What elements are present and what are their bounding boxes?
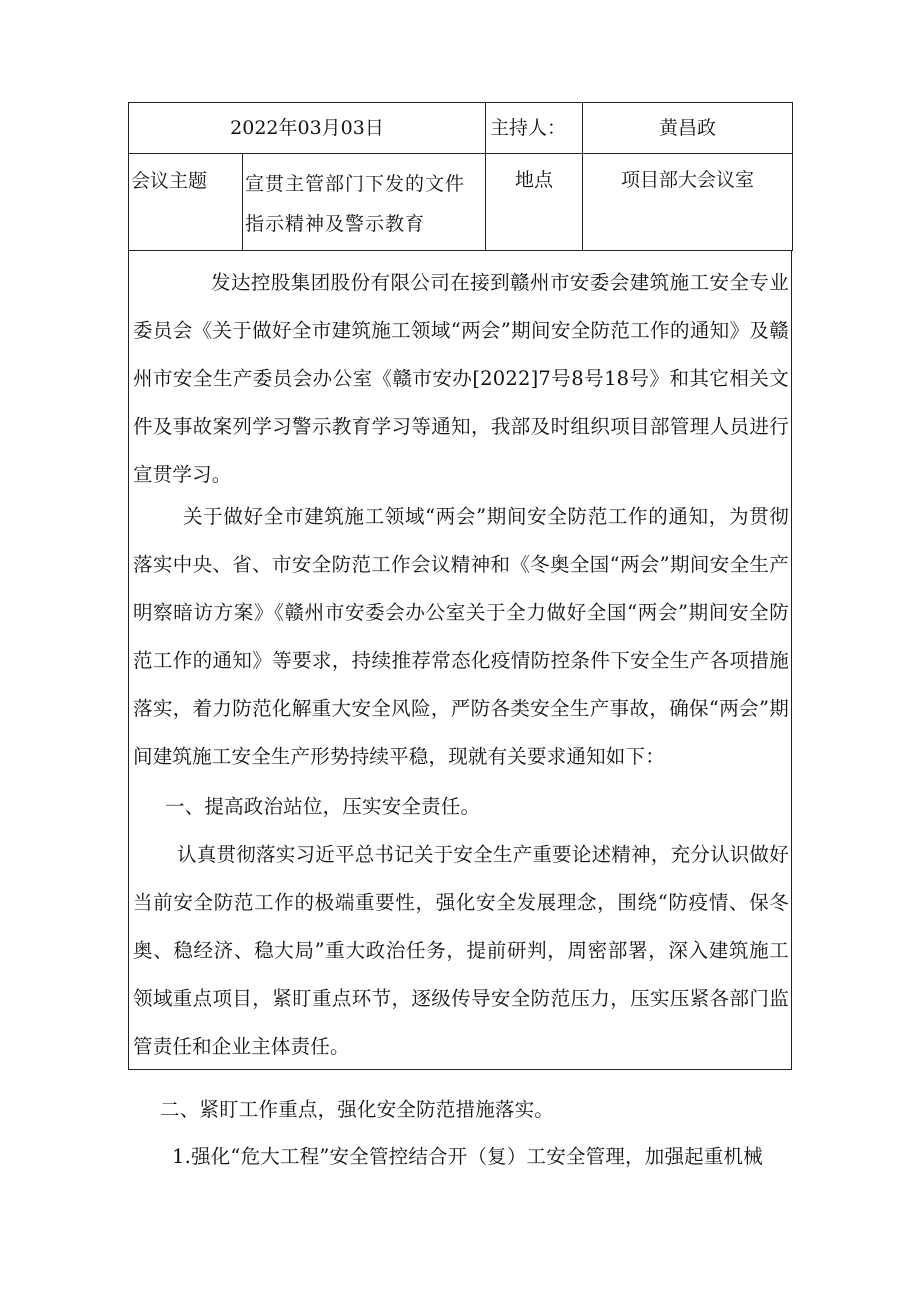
topic-label: 会议主题 [129, 154, 243, 251]
paragraph-intro: 发达控股集团股份有限公司在接到赣州市安委会建筑施工安全专业委员会《关于做好全市建筑施工领域“两会”期间安全防范工作的通知》及赣州市安全生产委员会办公室《赣市安办[2022]7号8号18号》和其它相关文件及事故案列学习警示教育学习等通知，我部及时组织项目部管理人员进行宣贯学习。 [133, 271, 789, 486]
host-name: 黄昌政 [583, 103, 793, 154]
paragraph-section-1: 认真贯彻落实习近平总书记关于安全生产重要论述精神，充分认识做好当前安全防范工作的极端重要性，强化安全发展理念，围绕“防疫情、保冬奥、稳经济、稳大局”重大政治任务，提前研判，周密部署，深入建筑施工领域重点项目，紧盯重点环节，逐级传导安全防范压力，压实压紧各部门监管责任和企业主体责任。 [133, 843, 789, 1058]
meeting-info-table [128, 102, 793, 251]
meeting-topic: 宣贯主管部门下发的文件指示精神及警示教育 [243, 154, 486, 251]
meeting-info-row-topic [129, 154, 793, 251]
meeting-content-box [128, 250, 792, 1070]
meeting-date: 2022年03月03日 [129, 103, 486, 154]
place-label: 地点 [486, 154, 583, 251]
host-label: 主持人： [486, 103, 583, 154]
meeting-place: 项目部大会议室 [583, 154, 793, 251]
section-heading-1: 一、提高政治站位，压实安全责任。 [165, 795, 481, 818]
meeting-info-row-date [129, 103, 793, 154]
paragraph-notice: 关于做好全市建筑施工领域“两会”期间安全防范工作的通知，为贯彻落实中央、省、市安全防范工作会议精神和《冬奥全国“两会”期间安全生产明察暗访方案》《赣州市安委会办公室关于全力做好全国“两会”期间安全防范工作的通知》等要求，持续推荐常态化疫情防控条件下安全生产各项措施落实，着力防范化解重大安全风险，严防各类安全生产事故，确保“两会”期间建筑施工安全生产形势持续平稳，现就有关要求通知如下： [133, 505, 789, 768]
section-heading-2: 二、紧盯工作重点，强化安全防范措施落实。 [160, 1098, 555, 1121]
list-item-1: 1.强化“危大工程”安全管控结合开（复）工安全管理，加强起重机械 [172, 1145, 763, 1168]
